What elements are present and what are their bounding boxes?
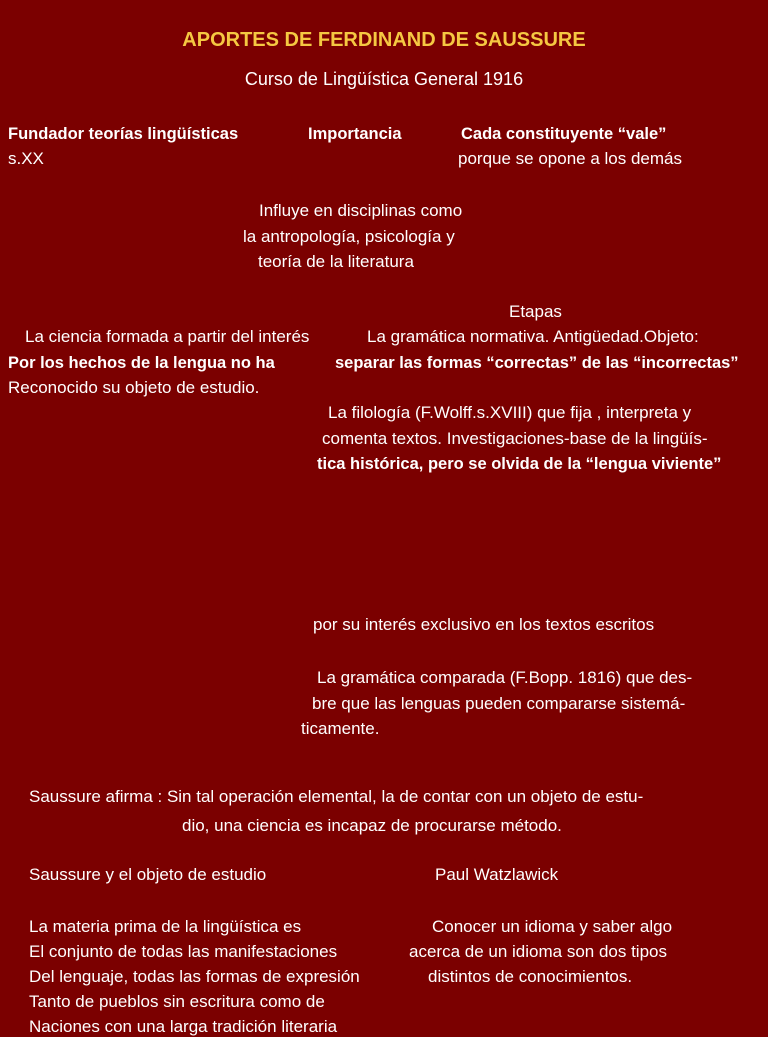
exclusive-interest-line: por su interés exclusivo en los textos escritos — [313, 615, 655, 634]
normative-line-2: separar las formas “correctas” de las “incorrectas” — [335, 354, 739, 372]
watzlawick-line-1: Conocer un idioma y saber algo — [432, 917, 673, 936]
founder-heading: Fundador teorías lingüísticas — [8, 125, 239, 143]
saussure-quote-line-2: dio, una ciencia es incapaz de procurarse método. — [182, 816, 562, 835]
page-title: APORTES DE FERDINAND DE SAUSSURE — [182, 29, 586, 51]
comparative-line-3: ticamente. — [301, 719, 380, 738]
page-subtitle: Curso de Lingüística General 1916 — [244, 69, 524, 89]
watzlawick-line-2: acerca de un idioma son dos tipos — [409, 942, 667, 961]
object-line-2: El conjunto de todas las manifestaciones — [29, 942, 338, 961]
watzlawick-line-3: distintos de conocimientos. — [428, 967, 633, 986]
philology-line-1: La filología (F.Wolff.s.XVIII) que fija , interpreta y — [328, 403, 692, 422]
importance-heading: Importancia — [308, 125, 402, 143]
science-line-1: La ciencia formada a partir del interés — [25, 327, 310, 346]
influence-line-3: teoría de la literatura — [258, 252, 414, 271]
object-line-1: La materia prima de la lingüística es — [29, 917, 302, 936]
object-line-4: Tanto de pueblos sin escritura como de — [29, 992, 325, 1011]
comparative-line-2: bre que las lenguas pueden compararse sistemá- — [312, 694, 686, 713]
comparative-line-1: La gramática comparada (F.Bopp. 1816) que des- — [317, 668, 693, 687]
object-line-5: Naciones con una larga tradición literaria — [29, 1017, 338, 1036]
philology-line-3: tica histórica, pero se olvida de la “lengua viviente” — [317, 455, 722, 473]
saussure-quote-line-1: Saussure afirma : Sin tal operación elemental, la de contar con un objeto de estu- — [29, 787, 644, 806]
value-description: porque se opone a los demás — [458, 149, 682, 168]
stages-heading: Etapas — [509, 302, 562, 321]
watzlawick-heading: Paul Watzlawick — [435, 865, 559, 884]
object-of-study-heading: Saussure y el objeto de estudio — [29, 865, 267, 884]
philology-line-2: comenta textos. Investigaciones-base de la lingüís- — [322, 429, 708, 448]
influence-line-2: la antropología, psicología y — [243, 227, 455, 246]
value-heading: Cada constituyente “vale” — [461, 125, 667, 143]
influence-line-1: Influye en disciplinas como — [259, 201, 463, 220]
object-line-3: Del lenguaje, todas las formas de expresión — [29, 967, 360, 986]
normative-line-1: La gramática normativa. Antigüedad.Objeto: — [367, 327, 699, 346]
founder-century: s.XX — [8, 149, 44, 168]
science-line-2: Por los hechos de la lengua no ha — [8, 354, 275, 372]
science-line-3: Reconocido su objeto de estudio. — [8, 378, 260, 397]
